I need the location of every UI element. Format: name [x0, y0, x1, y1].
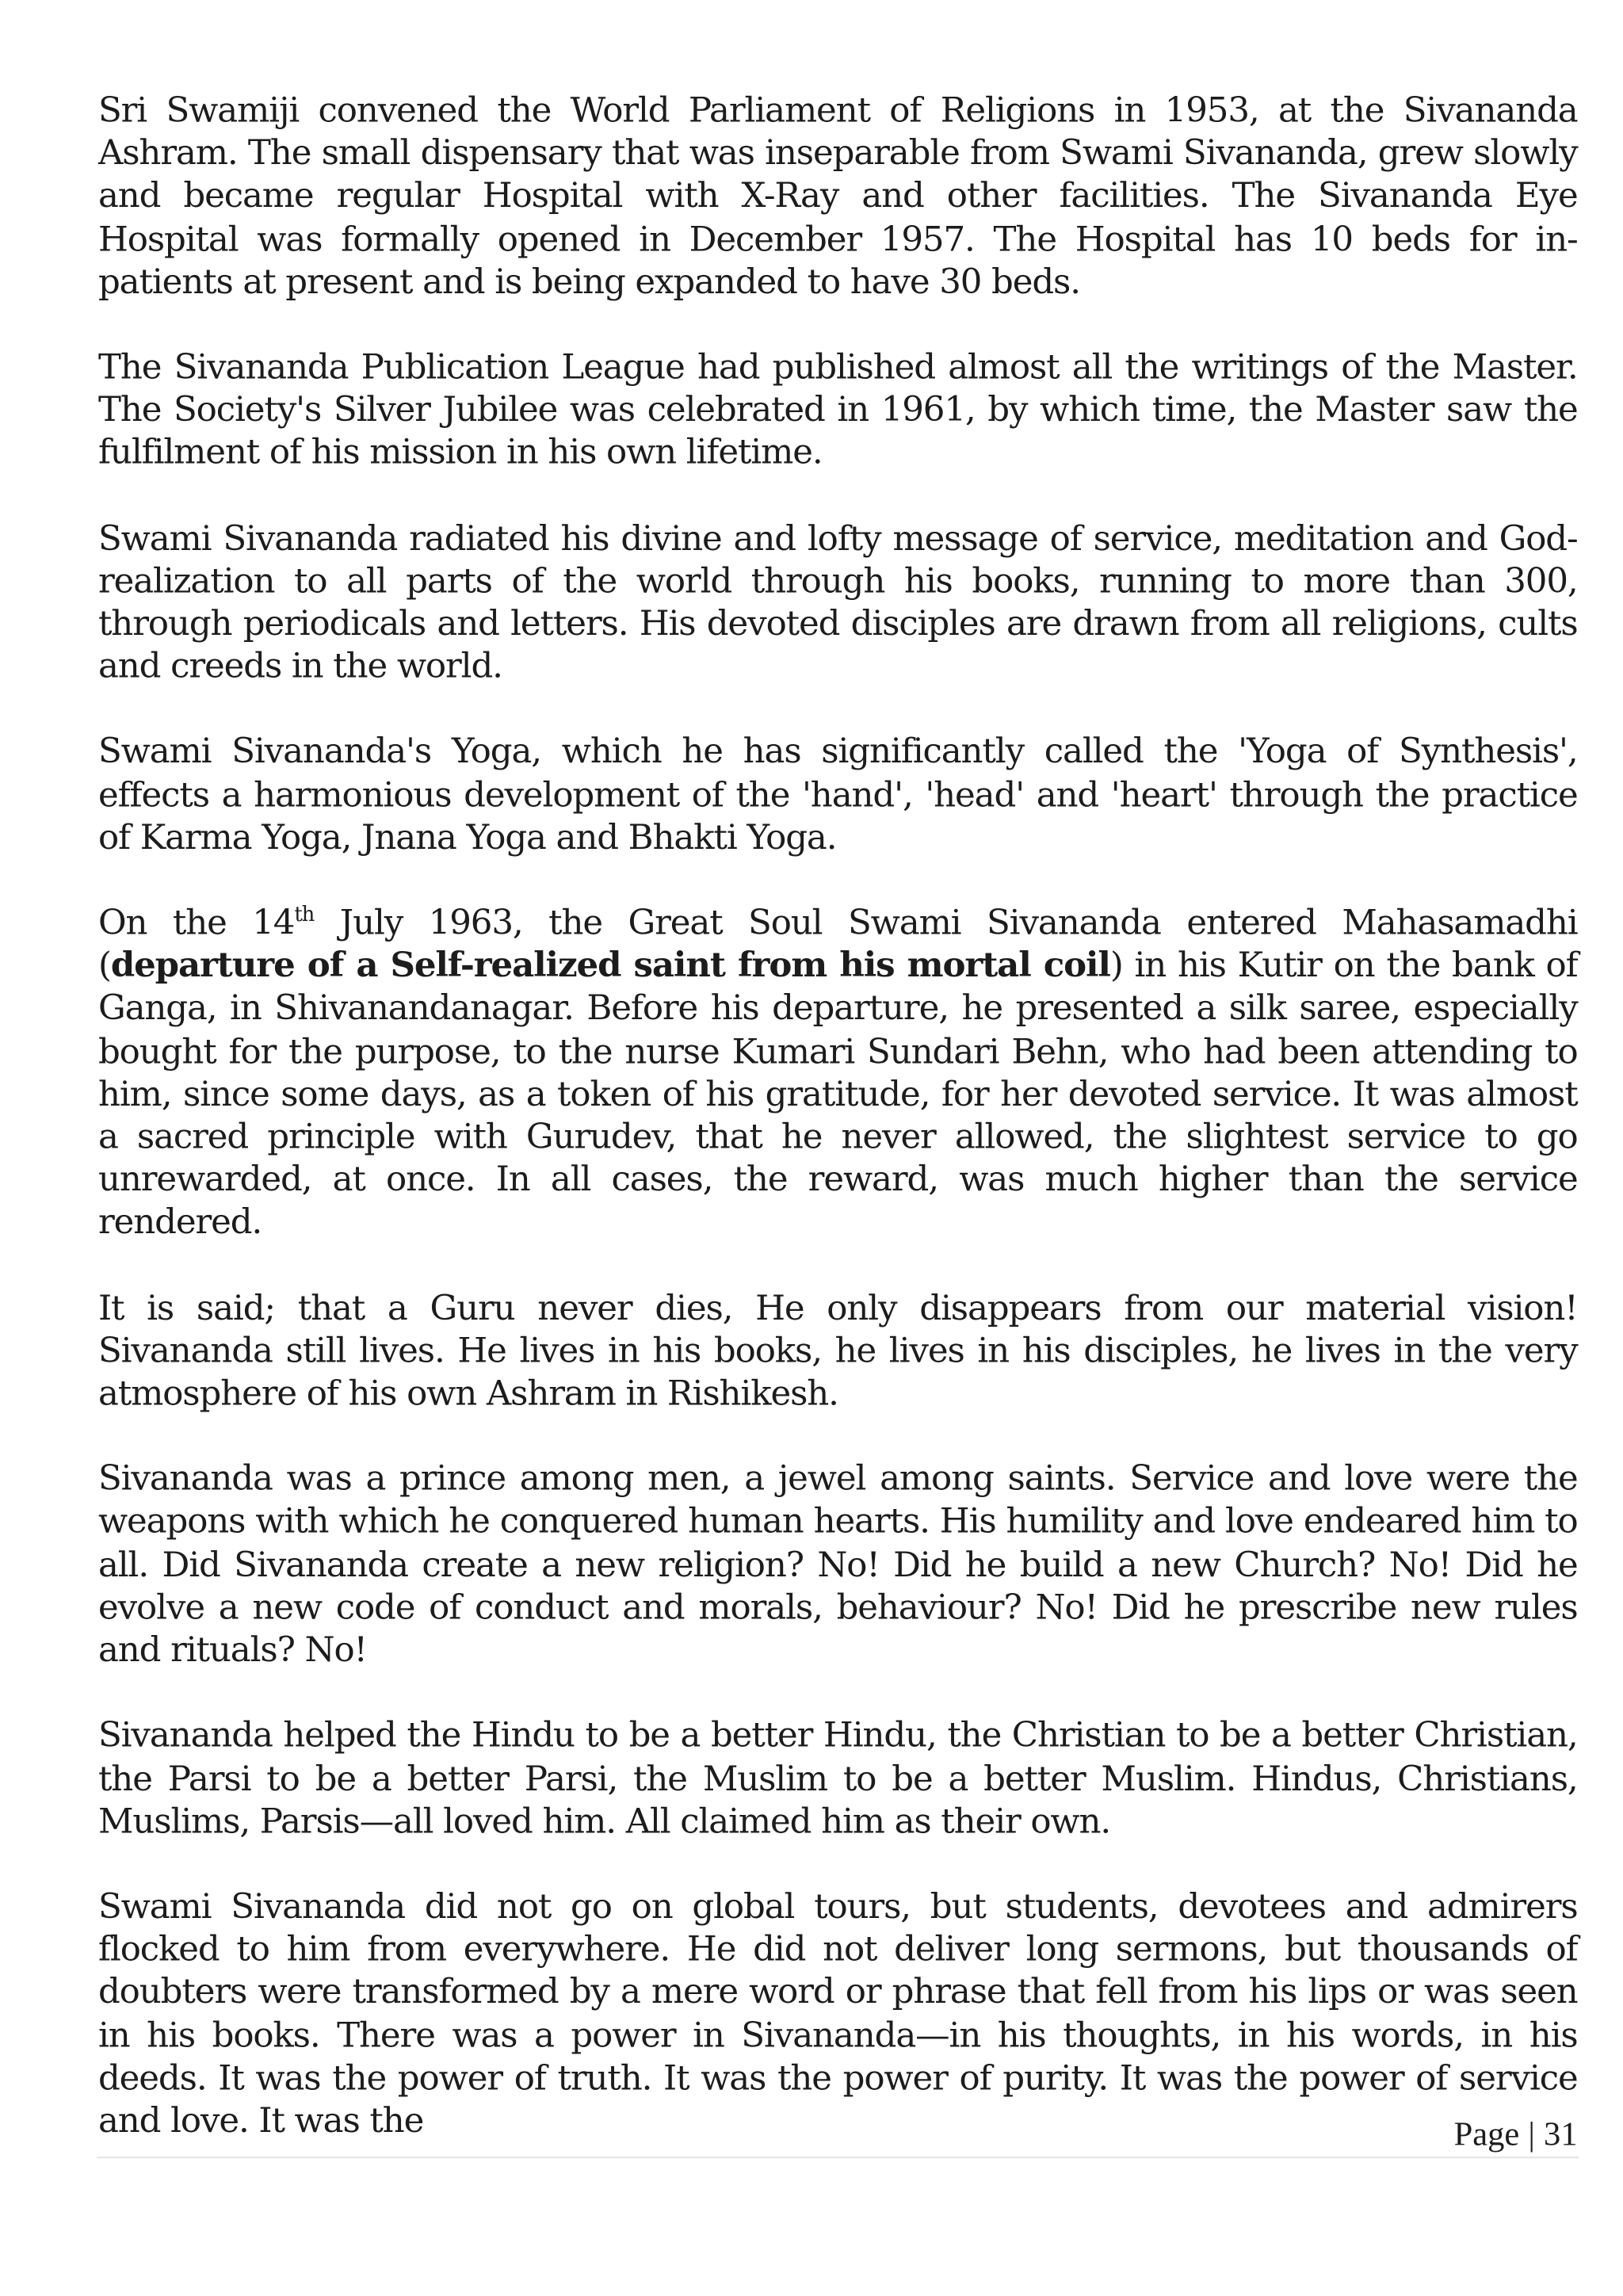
paragraph-publication-league: The Sivananda Publication League had published almost all the writings of the Master. The Society's Silver Jubilee was celebrated in 1961, by which time, the Master saw the fulfilment of his mission in his own lifetime.	[97, 346, 1578, 473]
mahasamadhi-intro: On the 14	[97, 901, 295, 943]
paragraph-yoga-of-synthesis: Swami Sivananda's Yoga, which he has significantly called the 'Yoga of Synthesis', effects a harmonious development of the 'hand', 'head' and 'heart' through the practice of Karma Yoga, Jnana Yoga and Bhakti Yoga.	[97, 731, 1578, 858]
footer-divider	[97, 2157, 1579, 2158]
page-number: 31	[1544, 2115, 1578, 2153]
paragraph-divine-message: Swami Sivananda radiated his divine and lofty message of service, meditation and God-realization to all parts of the world through his books, running to more than 300, through periodicals and letters. His devoted disciples are drawn from all religions, cults and creeds in the world.	[97, 517, 1578, 687]
paragraph-prince-among-men: Sivananda was a prince among men, a jewel among saints. Service and love were the weapons with which he conquered human hearts. His humility and love endeared him to all. Did Sivananda create a new religion? No! Did he build a new Church? No! Did he evolve a new code of conduct and morals, behaviour? No! Did he prescribe new rules and rituals? No!	[97, 1457, 1578, 1671]
paragraph-power-of-truth: Swami Sivananda did not go on global tours, but students, devotees and admirers flocked to him from everywhere. He did not deliver long sermons, but thousands of doubters were transformed by a mere word or phrase that fell from his lips or was seen in his books. There was a power in Sivananda—in his thoughts, in his words, in his deeds. It was the power of truth. It was the power of purity. It was the power of service and love. It was the	[97, 1885, 1578, 2141]
paragraph-better-hindu: Sivananda helped the Hindu to be a better Hindu, the Christian to be a better Christian, the Parsi to be a better Parsi, the Muslim to be a better Muslim. Hindus, Christians, Muslims, Parsis—all loved him. All claimed him as their own.	[97, 1714, 1578, 1842]
date-ordinal-superscript: th	[294, 904, 315, 927]
paragraph-guru-never-dies: It is said; that a Guru never dies, He only disappears from our material vision! Sivananda still lives. He lives in his books, he lives in his disciples, he lives in the very atmosphere of his own Ashram in Rishikesh.	[97, 1286, 1578, 1414]
mahasamadhi-after-bold: ) in his Kutir on the bank of Ganga, in Shivanandanagar. Before his departure, he presented a silk saree, especially bought for the purpose, to the nurse Kumari Sundari Behn, who had been attending to him, since some days, as a token of his gratitude, for her devoted service. It was almost a sacred principle with Gurudev, that he never allowed, the slightest service to go unrewarded, at once. In all cases, the reward, was much higher than the service rendered.	[97, 944, 1578, 1243]
mahasamadhi-before-bold: July 1963, the Great Soul Swami Sivananda entered Mahasamadhi (	[97, 901, 1578, 986]
paragraph-mahasamadhi	[98, 902, 1578, 1244]
page-number-footer	[1454, 2116, 1578, 2154]
page-label: Page	[1453, 2115, 1520, 2153]
page-separator: |	[1528, 2115, 1535, 2153]
mahasamadhi-definition: departure of a Self-realized saint from his mortal coil	[110, 944, 1110, 986]
paragraph-parliament-hospital: Sri Swamiji convened the World Parliament of Religions in 1953, at the Sivananda Ashram. The small dispensary that was inseparable from Swami Sivananda, grew slowly and became regular Hospital with X-Ray and other facilities. The Sivananda Eye Hospital was formally opened in December 1957. The Hospital has 10 beds for in-patients at present and is being expanded to have 30 beds.	[97, 89, 1578, 302]
body-text	[98, 90, 1578, 2185]
